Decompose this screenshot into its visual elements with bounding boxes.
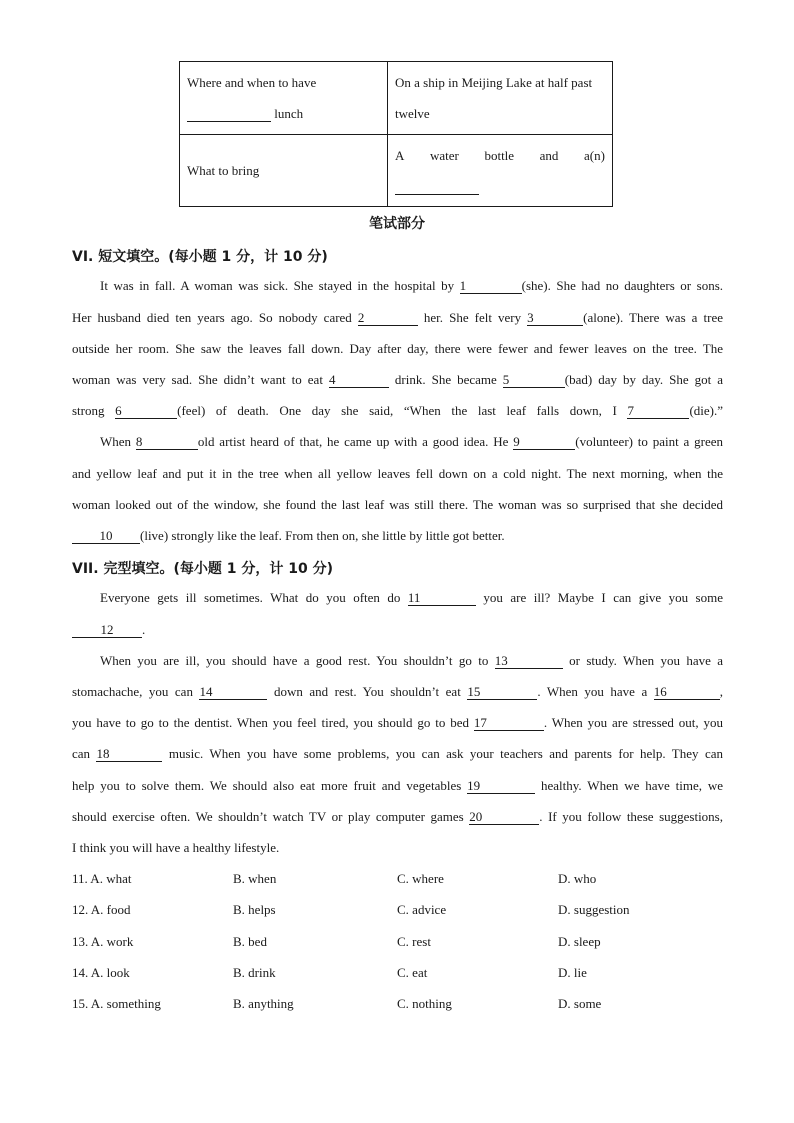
passage-line: stomachache, you can 14 down and rest. You shouldn’t eat 15 . When you have a 16 , (72, 684, 723, 699)
option-a[interactable]: 12. A. food (72, 902, 131, 917)
cell-word: and (539, 147, 559, 163)
passage-line: 10 (live) strongly like the leaf. From then on, she little by little got better. (72, 527, 723, 545)
info-table (179, 61, 613, 207)
option-c[interactable]: C. nothing (397, 996, 452, 1011)
passage-line: can 18 music. When you have some problems, you can ask your teachers and parents for help. They can (72, 746, 723, 761)
option-b[interactable]: B. anything (233, 996, 294, 1011)
blank-17[interactable]: 17 (474, 716, 544, 731)
passage-line: and yellow leaf and put it in the tree when all yellow leaves fell down on a cold night. The next morning, when the (72, 466, 723, 481)
table-cell-what-bring (180, 135, 388, 207)
passage-line: should exercise often. We shouldn’t watch TV or play computer games 20 . If you follow these suggestions, (72, 809, 723, 824)
option-b[interactable]: B. when (233, 871, 277, 886)
section-6-heading: VI. 短文填空。(每小题 1 分，计 10 分) (72, 249, 328, 265)
option-a[interactable]: 13. A. work (72, 934, 134, 949)
passage-line: help you to solve them. We should also eat more fruit and vegetables 19 healthy. When we have time, we (72, 778, 723, 793)
blank-15[interactable]: 15 (467, 685, 537, 700)
passage-line: strong 6 (feel) of death. One day she said, “When the last leaf falls down, I 7 (die).” (72, 403, 723, 418)
blank-19[interactable]: 19 (467, 779, 535, 794)
question-options (72, 995, 723, 1013)
table-cell-location (388, 62, 613, 135)
blank-18[interactable]: 18 (96, 747, 162, 762)
blank-12[interactable]: 12 (72, 623, 142, 638)
blank-line[interactable] (187, 107, 271, 122)
option-c[interactable]: C. where (397, 871, 444, 886)
question-options (72, 870, 723, 888)
passage-line: outside her room. She saw the leaves fall down. Day after day, there were fewer and fewer leaves on the tree. The (72, 341, 723, 356)
option-d[interactable]: D. sleep (558, 934, 601, 949)
cell-text: Where and when to have (187, 75, 317, 90)
blank-10[interactable]: 10 (72, 529, 140, 544)
table-cell-where-when (180, 62, 388, 135)
blank-4[interactable]: 4 (329, 373, 389, 388)
cell-word: A (395, 147, 405, 163)
passage-line: Everyone gets ill sometimes. What do you often do 11 you are ill? Maybe I can give you some (100, 590, 724, 605)
question-options (72, 901, 723, 919)
blank-16[interactable]: 16 (654, 685, 720, 700)
option-d[interactable]: D. lie (558, 965, 587, 980)
blank-8[interactable]: 8 (136, 435, 198, 450)
option-a[interactable]: 14. A. look (72, 965, 130, 980)
passage-line: you have to go to the dentist. When you feel tired, you should go to bed 17 . When you are stressed out, you (72, 715, 723, 730)
option-a[interactable]: 11. A. what (72, 871, 132, 886)
blank-3[interactable]: 3 (527, 311, 583, 326)
blank-line[interactable] (395, 180, 479, 195)
cell-text: What to bring (187, 162, 260, 178)
passage-line: woman looked out of the window, she found the last leaf was still there. The woman was so surprised that she decided (72, 497, 723, 512)
passage-line: Her husband died ten years ago. So nobody cared 2 her. She felt very 3 (alone). There was a tree (72, 310, 723, 325)
passage-line: When you are ill, you should have a good rest. You shouldn’t go to 13 or study. When you have a (100, 653, 723, 668)
cell-text: lunch (274, 106, 304, 121)
option-b[interactable]: B. drink (233, 965, 276, 980)
cell-word: water (429, 147, 459, 163)
passage-line: When 8 old artist heard of that, he came up with a good idea. He 9 (volunteer) to paint a green (100, 434, 724, 449)
passage-line: It was in fall. A woman was sick. She stayed in the hospital by 1 (she). She had no daughters or sons. (100, 278, 724, 293)
blank-13[interactable]: 13 (495, 654, 563, 669)
written-part-title: 笔试部分 (369, 216, 425, 232)
passage-line: I think you will have a healthy lifestyle. (72, 840, 280, 855)
option-a[interactable]: 15. A. something (72, 996, 161, 1011)
question-options (72, 964, 723, 982)
blank-2[interactable]: 2 (358, 311, 418, 326)
option-d[interactable]: D. some (558, 996, 602, 1011)
blank-20[interactable]: 20 (469, 810, 539, 825)
table-cell-items (388, 135, 613, 207)
option-c[interactable]: C. rest (397, 934, 431, 949)
option-c[interactable]: C. eat (397, 965, 428, 980)
passage-line: woman was very sad. She didn’t want to eat 4 drink. She became 5 (bad) day by day. She got a (72, 372, 723, 387)
option-c[interactable]: C. advice (397, 902, 447, 917)
blank-1[interactable]: 1 (460, 279, 522, 294)
table-row (180, 135, 613, 207)
blank-5[interactable]: 5 (503, 373, 565, 388)
option-b[interactable]: B. bed (233, 934, 267, 949)
cell-text: On a ship in Meijing Lake at half past twelve (395, 75, 593, 121)
blank-6[interactable]: 6 (115, 404, 177, 419)
blank-7[interactable]: 7 (627, 404, 689, 419)
question-options (72, 933, 723, 951)
option-b[interactable]: B. helps (233, 902, 276, 917)
passage-line: 12 . (72, 621, 723, 639)
blank-14[interactable]: 14 (199, 685, 267, 700)
option-d[interactable]: D. suggestion (558, 902, 630, 917)
option-d[interactable]: D. who (558, 871, 597, 886)
section-7-heading: VII. 完型填空。(每小题 1 分，计 10 分) (72, 561, 333, 577)
blank-9[interactable]: 9 (513, 435, 575, 450)
cell-word: a(n) (584, 147, 605, 163)
table-row (180, 62, 613, 135)
blank-11[interactable]: 11 (408, 591, 476, 606)
cell-word: bottle (484, 147, 515, 163)
